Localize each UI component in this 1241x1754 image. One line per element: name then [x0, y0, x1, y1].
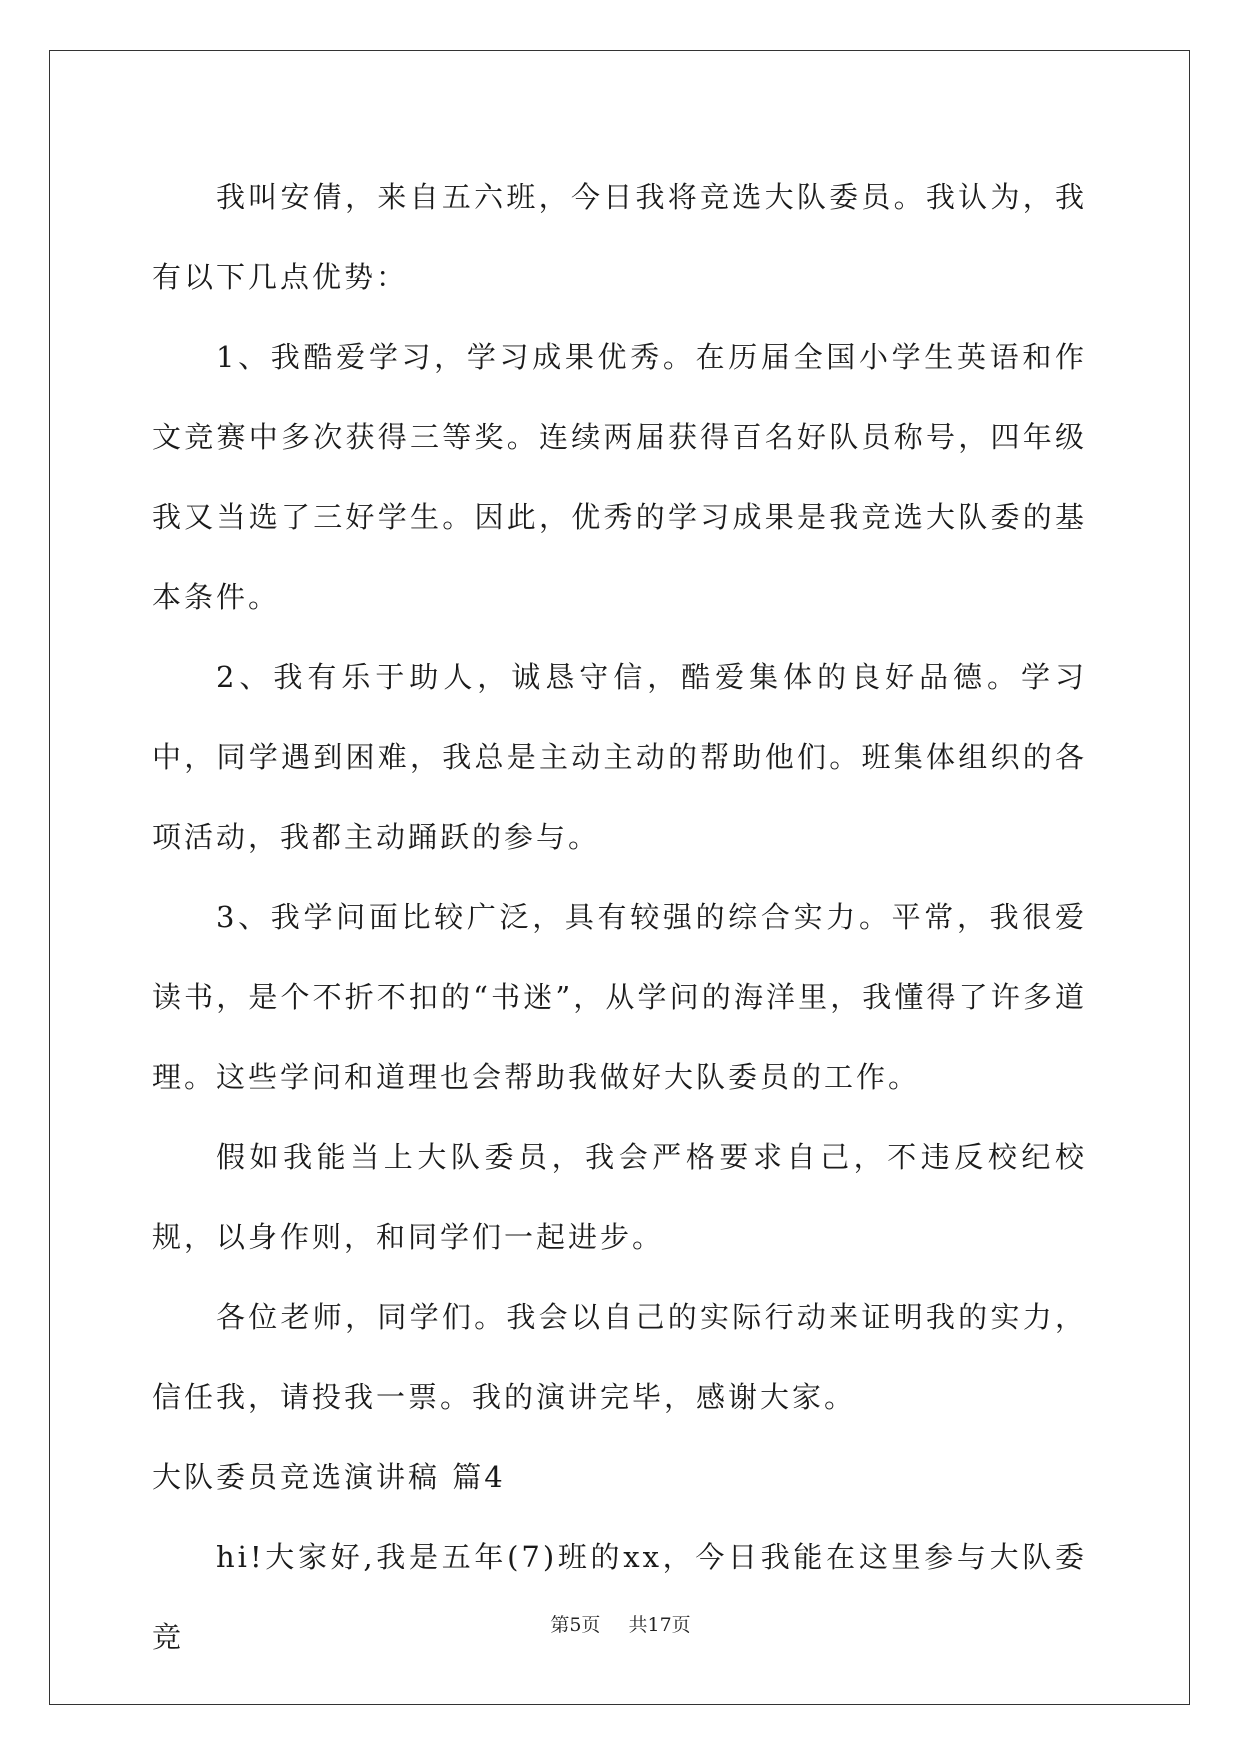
paragraph: 各位老师，同学们。我会以自己的实际行动来证明我的实力，信任我，请投我一票。我的演讲完毕，感谢大家。 [152, 1300, 1087, 1414]
page-total: 共17页 [628, 1614, 691, 1636]
paragraph: 3、我学问面比较广泛，具有较强的综合实力。平常，我很爱读书，是个不折不扣的“书迷”，从学问的海洋里，我懂得了许多道理。这些学问和道理也会帮助我做好大队委员的工作。 [152, 900, 1087, 1094]
section-heading: 大队委员竞选演讲稿 篇4 [152, 1460, 506, 1494]
paragraph: 1、我酷爱学习，学习成果优秀。在历届全国小学生英语和作文竞赛中多次获得三等奖。连续两届获得百名好队员称号，四年级我又当选了三好学生。因此，优秀的学习成果是我竞选大队委的基本条件。 [152, 340, 1087, 614]
page-footer [0, 1610, 1241, 1637]
paragraph: 我叫安倩，来自五六班，今日我将竞选大队委员。我认为，我有以下几点优势： [152, 180, 1087, 294]
paragraph: hi!大家好,我是五年(7)班的xx，今日我能在这里参与大队委竞 [152, 1540, 1087, 1654]
document-body [152, 157, 1087, 1677]
page-number: 第5页 [550, 1614, 601, 1636]
paragraph: 假如我能当上大队委员，我会严格要求自己，不违反校纪校规，以身作则，和同学们一起进步。 [152, 1140, 1087, 1254]
paragraph: 2、我有乐于助人，诚恳守信，酷爱集体的良好品德。学习中，同学遇到困难，我总是主动主动的帮助他们。班集体组织的各项活动，我都主动踊跃的参与。 [152, 660, 1087, 854]
